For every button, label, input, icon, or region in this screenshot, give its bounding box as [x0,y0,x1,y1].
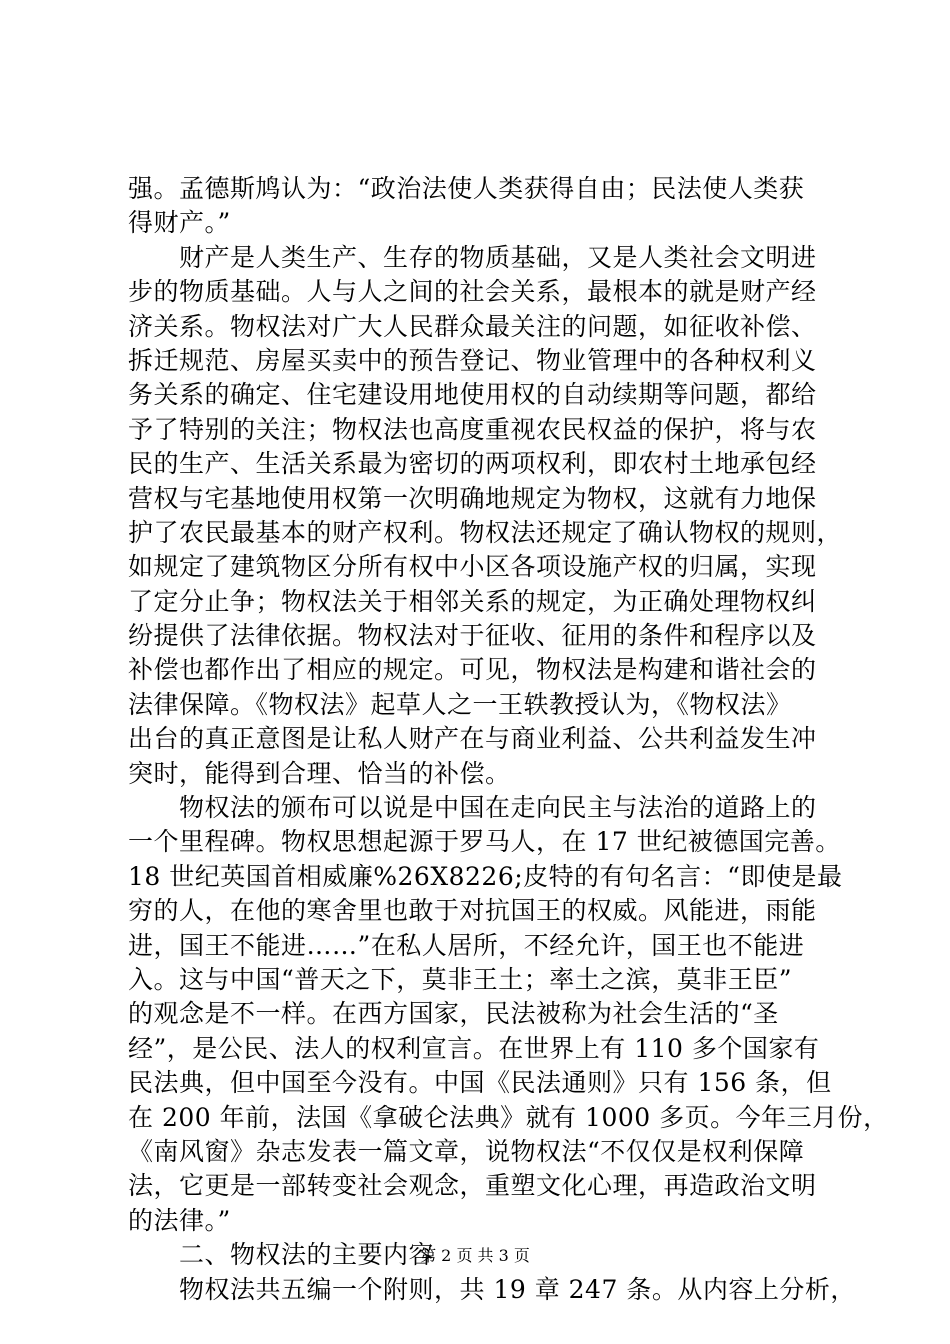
text-line: 18 世纪英国首相威廉%26X8226;皮特的有句名言：“即使是最 [128,861,843,891]
text-line: 予了特别的关注；物权法也高度重视农民权益的保护，将与农 [128,414,817,444]
text-line: 进，国王不能进……”在私人居所，不经允许，国王也不能进 [128,930,805,960]
text-line: 财产是人类生产、生存的物质基础，又是人类社会文明进 [128,242,817,272]
text-line: 如规定了建筑物区分所有权中小区各项设施产权的归属，实现 [128,552,817,582]
text-line: 出台的真正意图是让私人财产在与商业利益、公共利益发生冲 [128,724,817,754]
body-text [128,172,889,1307]
text-line: 拆迁规范、房屋买卖中的预告登记、物业管理中的各种权利义 [128,345,817,375]
text-line: 的观念是不一样。在西方国家，民法被称为社会生活的“圣 [128,999,779,1029]
text-line: 务关系的确定、住宅建设用地使用权的自动续期等问题，都给 [128,380,817,410]
text-line: 营权与宅基地使用权第一次明确地规定为物权，这就有力地保 [128,483,817,513]
text-line: 经”，是公民、法人的权利宣言。在世界上有 110 多个国家有 [128,1033,820,1063]
text-line: 纷提供了法律依据。物权法对于征收、征用的条件和程序以及 [128,621,817,651]
text-line: 入。这与中国“普天之下，莫非王土；率土之滨，莫非王臣” [128,964,793,994]
text-line: 民法典，但中国至今没有。中国《民法通则》只有 156 条，但 [128,1068,832,1098]
page-footer [0,1246,950,1266]
text-line: 一个里程碑。物权思想起源于罗马人，在 17 世纪被德国完善。 [128,827,841,857]
text-line: 突时，能得到合理、恰当的补偿。 [128,758,511,788]
text-line: 法，它更是一部转变社会观念，重塑文化心理，再造政治文明 [128,1171,817,1201]
section-heading: 二、物权法的主要内容 [128,1240,435,1270]
text-line: 护了农民最基本的财产权利。物权法还规定了确认物权的规则， [128,517,843,547]
text-line: 得财产。” [128,208,231,238]
text-line: 了定分止争；物权法关于相邻关系的规定，为正确处理物权纠 [128,586,817,616]
text-line: 《南风窗》杂志发表一篇文章，说物权法“不仅仅是权利保障 [128,1136,805,1166]
text-line: 步的物质基础。人与人之间的社会关系，最根本的就是财产经 [128,277,817,307]
text-line: 穷的人，在他的寒舍里也敢于对抗国王的权威。风能进，雨能 [128,896,817,926]
page-number: 第 2 页 共 3 页 [420,1246,530,1265]
text-line: 民的生产、生活关系最为密切的两项权利，即农村土地承包经 [128,449,817,479]
text-line: 补偿也都作出了相应的规定。可见，物权法是构建和谐社会的 [128,655,817,685]
text-line: 的法律。” [128,1205,231,1235]
text-line: 物权法的颁布可以说是中国在走向民主与法治的道路上的 [128,793,817,823]
text-line: 在 200 年前，法国《拿破仑法典》就有 1000 多页。今年三月份， [128,1102,889,1132]
text-line: 物权法共五编一个附则，共 19 章 247 条。从内容上分析， [128,1274,856,1304]
text-line: 强。孟德斯鸠认为：“政治法使人类获得自由；民法使人类获 [128,174,805,203]
text-line: 济关系。物权法对广大人民群众最关注的问题，如征收补偿、 [128,311,817,341]
text-line: 法律保障。《物权法》起草人之一王轶教授认为，《物权法》 [128,689,792,719]
